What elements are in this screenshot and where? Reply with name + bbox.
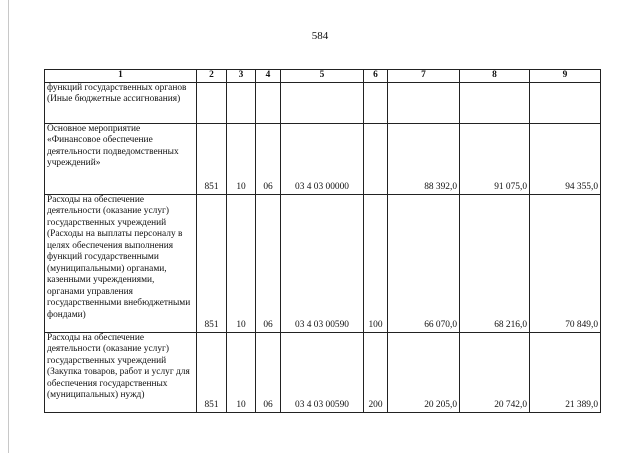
- col4-cell: [256, 82, 281, 123]
- table-row: [45, 194, 601, 332]
- col2-cell: 851: [197, 194, 227, 332]
- col8-amount: [460, 82, 530, 123]
- col3-cell: 10: [227, 194, 256, 332]
- col6-cell: 200: [364, 332, 388, 412]
- col2-cell: 851: [197, 123, 227, 194]
- col5-cell: [281, 82, 364, 123]
- col9-amount: [530, 82, 601, 123]
- col7-amount: 88 392,0: [388, 123, 460, 194]
- header-cell-3: 3: [227, 70, 256, 83]
- col5-cell: 03 4 03 00590: [281, 332, 364, 412]
- table-row: [45, 332, 601, 412]
- col9-amount: 70 849,0: [530, 194, 601, 332]
- row-description: Основное мероприятие «Финансовое обеспечение деятельности подведомственных учреждений»: [45, 123, 197, 194]
- col8-amount: 20 742,0: [460, 332, 530, 412]
- header-cell-4: 4: [256, 70, 281, 83]
- col8-amount: 68 216,0: [460, 194, 530, 332]
- header-cell-1: 1: [45, 70, 197, 83]
- scan-edge-line: [8, 0, 9, 453]
- col2-cell: 851: [197, 332, 227, 412]
- header-cell-2: 2: [197, 70, 227, 83]
- col4-cell: 06: [256, 123, 281, 194]
- col4-cell: 06: [256, 194, 281, 332]
- col7-amount: [388, 82, 460, 123]
- header-cell-6: 6: [364, 70, 388, 83]
- col3-cell: [227, 82, 256, 123]
- header-cell-8: 8: [460, 70, 530, 83]
- col3-cell: 10: [227, 123, 256, 194]
- row-description: функций государственных органов (Иные бюджетные ассигнования): [45, 82, 197, 123]
- header-cell-9: 9: [530, 70, 601, 83]
- col9-amount: 94 355,0: [530, 123, 601, 194]
- row-description: Расходы на обеспечение деятельности (оказание услуг) государственных учреждений (Закупка товаров, работ и услуг для обеспечения государственных (муниципальных) нужд): [45, 332, 197, 412]
- header-cell-5: 5: [281, 70, 364, 83]
- budget-table: [44, 69, 601, 413]
- col3-cell: 10: [227, 332, 256, 412]
- col6-cell: 100: [364, 194, 388, 332]
- header-row: [45, 70, 601, 83]
- col5-cell: 03 4 03 00590: [281, 194, 364, 332]
- col8-amount: 91 075,0: [460, 123, 530, 194]
- col6-cell: [364, 123, 388, 194]
- col4-cell: 06: [256, 332, 281, 412]
- row-description: Расходы на обеспечение деятельности (оказание услуг) государственных учреждений (Расходы на выплаты персоналу в целях обеспечения выполнения функций государственными (муниципальными) органами, казенными учреждениями, органами управления государственными внебюджетными фондами): [45, 194, 197, 332]
- col7-amount: 66 070,0: [388, 194, 460, 332]
- table-row: [45, 123, 601, 194]
- col2-cell: [197, 82, 227, 123]
- col5-cell: 03 4 03 00000: [281, 123, 364, 194]
- table-row: [45, 82, 601, 123]
- col6-cell: [364, 82, 388, 123]
- col9-amount: 21 389,0: [530, 332, 601, 412]
- col7-amount: 20 205,0: [388, 332, 460, 412]
- header-cell-7: 7: [388, 70, 460, 83]
- page-number: 584: [311, 30, 329, 42]
